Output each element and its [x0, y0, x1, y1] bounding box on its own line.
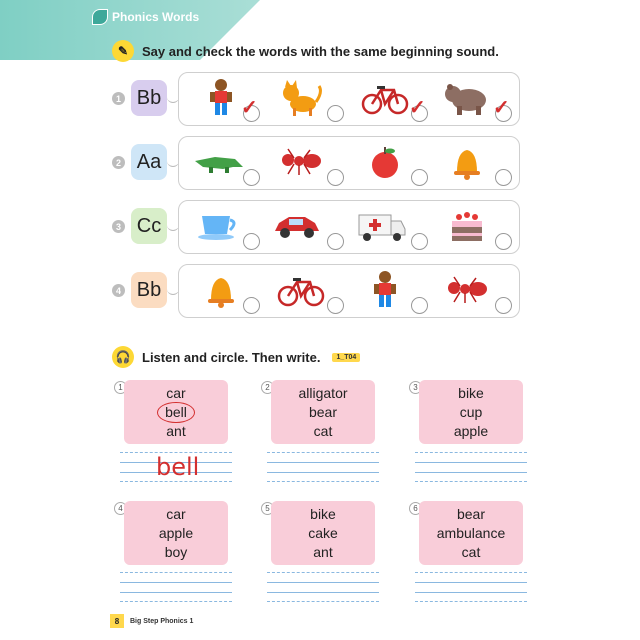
exercise-number: 6: [409, 502, 422, 515]
writing-lines-3[interactable]: [415, 452, 527, 482]
exercise-number: 3: [409, 381, 422, 394]
writing-lines-5[interactable]: [267, 572, 379, 602]
row-number: 1: [112, 92, 125, 105]
word-option[interactable]: ambulance: [436, 524, 506, 541]
writing-line: [267, 462, 379, 463]
writing-line: [415, 592, 527, 593]
leaf-icon: [92, 9, 108, 25]
cup-icon: [189, 205, 249, 247]
writing-lines-4[interactable]: [120, 572, 232, 602]
check-circle[interactable]: [327, 105, 344, 122]
exercise-number: 4: [114, 502, 127, 515]
writing-line: [267, 592, 379, 593]
word-box-1: [124, 380, 228, 444]
exercise-row-4: [112, 264, 520, 318]
writing-lines-1[interactable]: [120, 452, 232, 482]
check-circle[interactable]: [243, 169, 260, 186]
word-option[interactable]: cat: [461, 543, 481, 560]
instruction-1: [112, 40, 499, 62]
row-number: 4: [112, 284, 125, 297]
car-icon: [267, 205, 327, 247]
instruction-1-text: Say and check the words with the same beginning sound.: [142, 43, 499, 59]
check-circle[interactable]: [411, 169, 428, 186]
word-option[interactable]: cake: [308, 524, 338, 541]
picture-strip: [178, 136, 520, 190]
word-option-circled[interactable]: bell: [165, 403, 187, 420]
exercise-number: 2: [261, 381, 274, 394]
writing-line: [120, 582, 232, 583]
cat-icon: [271, 77, 331, 119]
check-circle[interactable]: [327, 233, 344, 250]
writing-line: [415, 582, 527, 583]
check-circle[interactable]: [411, 297, 428, 314]
word-option[interactable]: cup: [459, 403, 483, 420]
picture-strip: [178, 72, 520, 126]
writing-line: [267, 472, 379, 473]
writing-lines-2[interactable]: [267, 452, 379, 482]
page-footer: [110, 614, 193, 628]
cake-icon: [437, 205, 497, 247]
bell-icon: [437, 141, 497, 183]
word-option[interactable]: apple: [158, 524, 194, 541]
check-mark: ✓: [241, 97, 258, 119]
word-option[interactable]: bike: [310, 505, 336, 522]
check-circle[interactable]: [495, 297, 512, 314]
writing-line: [120, 592, 232, 593]
exercise-number: 5: [261, 502, 274, 515]
section-header-label: Phonics Words: [112, 10, 200, 24]
bike-icon: [355, 77, 415, 119]
writing-line: [415, 481, 527, 482]
ant-icon: [437, 269, 497, 311]
book-title: Big Step Phonics 1: [130, 617, 194, 625]
writing-line: [267, 452, 379, 453]
writing-line: [267, 481, 379, 482]
exercise-row-3: [112, 200, 520, 254]
picture-strip: [178, 200, 520, 254]
check-circle[interactable]: [495, 169, 512, 186]
pencil-icon: ✎: [112, 40, 134, 62]
picture-strip: [178, 264, 520, 318]
row-number: 3: [112, 220, 125, 233]
word-option[interactable]: bike: [458, 384, 484, 401]
word-box-4: [124, 501, 228, 565]
section-header: [92, 8, 199, 26]
check-circle[interactable]: [327, 297, 344, 314]
exercise-row-2: [112, 136, 520, 190]
check-circle[interactable]: [495, 233, 512, 250]
word-option[interactable]: apple: [453, 422, 489, 439]
check-circle[interactable]: [243, 297, 260, 314]
exercise-row-1: [112, 72, 520, 126]
alligator-icon: [189, 141, 249, 183]
writing-line: [415, 472, 527, 473]
check-circle[interactable]: [243, 233, 260, 250]
writing-line: [415, 572, 527, 573]
word-box-3: [419, 380, 523, 444]
writing-line: [267, 582, 379, 583]
word-box-2: [271, 380, 375, 444]
word-option[interactable]: alligator: [298, 384, 348, 401]
word-option[interactable]: car: [166, 505, 186, 522]
letter-box: Aa: [131, 144, 167, 180]
written-answer: bell: [156, 453, 200, 481]
apple-icon: [355, 141, 415, 183]
exercise-number: 1: [114, 381, 127, 394]
word-option[interactable]: car: [166, 384, 186, 401]
word-box-5: [271, 501, 375, 565]
check-circle[interactable]: [327, 169, 344, 186]
word-option[interactable]: bear: [308, 403, 338, 420]
word-box-6: [419, 501, 523, 565]
writing-line: [415, 452, 527, 453]
check-circle[interactable]: [411, 233, 428, 250]
check-mark: ✓: [493, 97, 510, 119]
letter-box: Cc: [131, 208, 167, 244]
writing-lines-6[interactable]: [415, 572, 527, 602]
writing-line: [267, 601, 379, 602]
bike-icon: [271, 269, 331, 311]
word-option[interactable]: boy: [164, 543, 188, 560]
letter-box: Bb: [131, 272, 167, 308]
instruction-2: [112, 346, 360, 368]
bear-icon: [437, 77, 497, 119]
ambulance-icon: [351, 205, 411, 247]
instruction-2-text: Listen and circle. Then write.: [142, 349, 321, 365]
word-option[interactable]: cat: [313, 422, 333, 439]
word-option[interactable]: ant: [313, 543, 333, 560]
headphones-icon: 🎧: [112, 346, 134, 368]
writing-line: [267, 572, 379, 573]
writing-line: [120, 572, 232, 573]
bell-icon: [191, 269, 251, 311]
check-mark: ✓: [409, 97, 426, 119]
ant-icon: [271, 141, 331, 183]
row-number: 2: [112, 156, 125, 169]
writing-line: [120, 601, 232, 602]
audio-track-badge[interactable]: 1_T04: [332, 353, 360, 362]
writing-line: [415, 601, 527, 602]
boy-icon: [355, 269, 415, 311]
letter-box: Bb: [131, 80, 167, 116]
word-option[interactable]: ant: [166, 422, 186, 439]
writing-line: [415, 462, 527, 463]
word-option[interactable]: bear: [456, 505, 486, 522]
page-number: 8: [110, 614, 124, 628]
